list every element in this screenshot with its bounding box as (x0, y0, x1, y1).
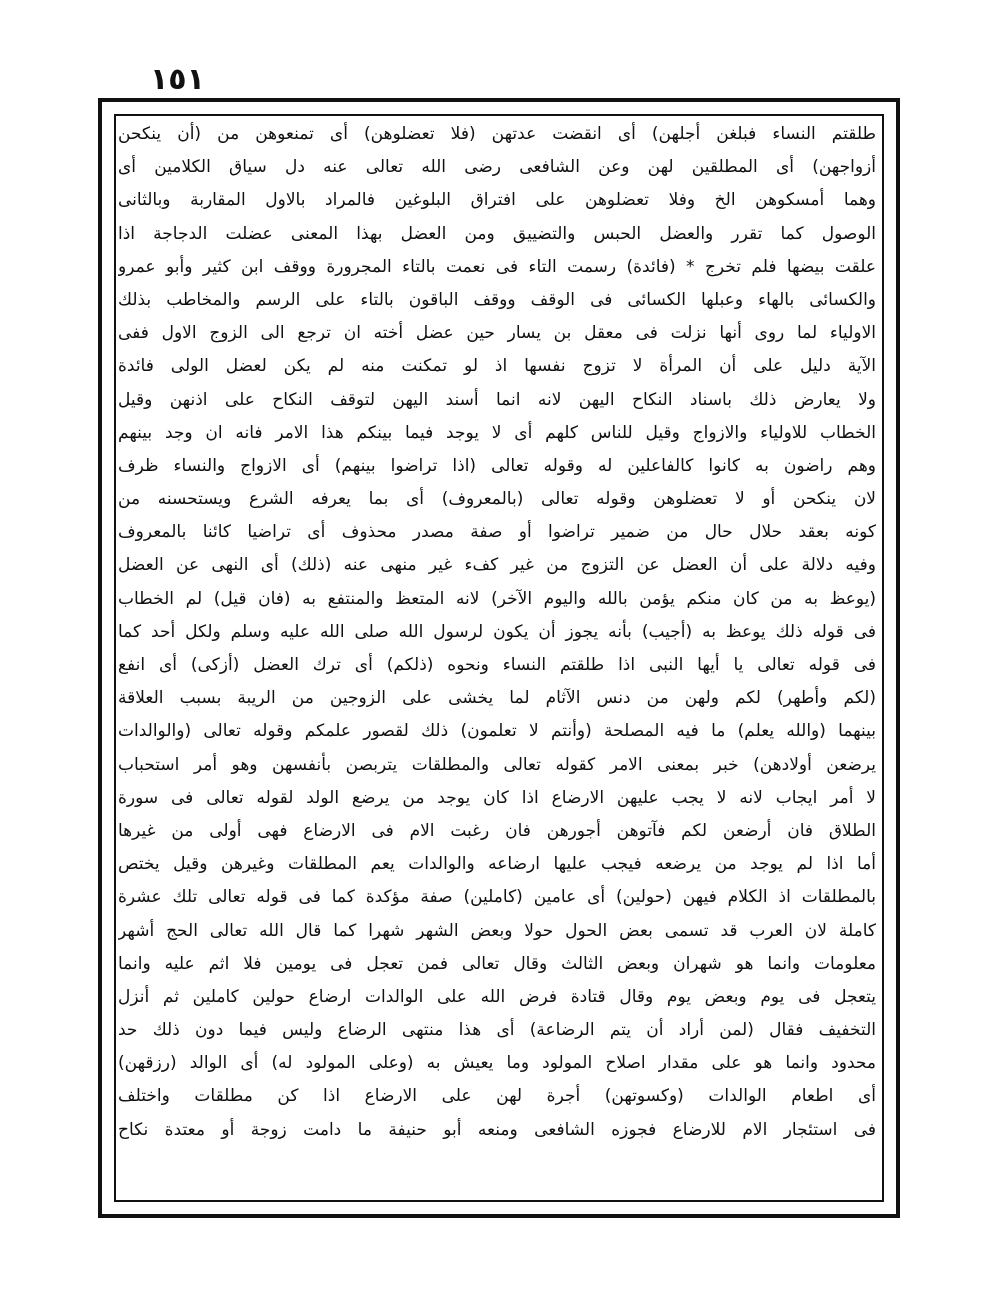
text-line: علقت بيضها فلم تخرج * (فائدة) رسمت التاء فى نعمت بالتاء المجرورة ووقف ابن كثير وأبو عمرو (118, 256, 876, 277)
text-line: وهم راضون به كانوا كالفاعلين له وقوله تعالى (اذا تراضوا بينهم) أى الازواج والنساء ظرف (118, 455, 876, 476)
text-line: أما اذا لم يوجد من يرضعه فيجب عليها ارضاعه والوالدات يعم المطلقات وغيرهن وقيل يختص (118, 854, 876, 875)
text-line: وهما أمسكوهن الخ وفلا تعضلوهن على افتراق البلوغين فالمراد بالاول المقاربة وبالثانى (118, 190, 876, 211)
text-line: لا أمر ايجاب لانه لا يجب عليهن الارضاع اذا كان يوجد من يرضع الولد لقوله تعالى فى سورة (118, 787, 876, 808)
text-line: معلومات وانما هو شهران وبعض الثالث وقال تعالى فمن تعجل فى يومين فلا اثم عليه وانما (118, 953, 876, 974)
text-line: يتعجل فى يوم وبعض يوم وقال قتادة فرض الله على الوالدات ارضاع حولين كاملين ثم أنزل (118, 986, 876, 1007)
text-line: كاملة لان العرب قد تسمى بعض الحول حولا وبعض الشهر شهرا كما قال الله تعالى الحج أشهر (118, 920, 876, 941)
body-text (118, 118, 876, 1198)
text-line: ولا يعارض ذلك باسناد النكاح اليهن لانه انما أسند اليهن لتوقف النكاح على اذنهن وقيل (118, 389, 876, 410)
text-line: التخفيف فقال (لمن أراد أن يتم الرضاعة) أى هذا منتهى الرضاع وليس فيما دون ذلك حد (118, 1020, 876, 1041)
text-line: فى استئجار الام للارضاع فجوزه الشافعى ومنعه أبو حنيفة ما دامت زوجة أو معتدة نكاح (118, 1119, 876, 1140)
text-line: كونه بعقد حلال حال من ضمير تراضوا أو صفة مصدر محذوف أى تراضيا كائنا بالمعروف (118, 522, 876, 543)
page-number: ١٥١ (150, 62, 205, 97)
text-line: الطلاق فان أرضعن لكم فآتوهن أجورهن فان رغبت الام فى الارضاع فهى أولى من غيرها (118, 820, 876, 841)
text-line: طلقتم النساء فبلغن أجلهن) أى انقضت عدتهن (فلا تعضلوهن) أى تمنعوهن من (أن ينكحن (118, 124, 876, 144)
text-line: (يوعظ به من كان منكم يؤمن بالله واليوم الآخر) لانه المتعظ والمنتفع به (فان قيل) لم الخطاب (118, 588, 876, 609)
text-line: محدود وانما هو على مقدار اصلاح المولود وما يعيش به (وعلى المولود له) أى الوالد (رزقهن) (118, 1053, 876, 1074)
text-line: لان ينكحن أو لا تعضلوهن وقوله تعالى (بالمعروف) أى بما يعرفه الشرع ويستحسنه من (118, 489, 876, 510)
text-line: أزواجهن) أى المطلقين لهن وعن الشافعى رضى الله تعالى عنه دل سياق الكلامين أى (118, 157, 876, 178)
text-line: الخطاب للاولياء والازواج وقيل للناس كلهم أى لا يوجد فيما بينكم هذا الامر فانه ان وجد بينهم (118, 422, 876, 443)
text-line: بالمطلقات اذ الكلام فيهن (حولين) أى عامين (كاملين) صفة مؤكدة كما فى قوله تعالى تلك عشرة (118, 887, 876, 908)
text-line: بينهما (والله يعلم) ما فيه المصلحة (وأنتم لا تعلمون) ذلك لقصور علمكم وقوله تعالى (والوالدات (118, 721, 876, 742)
text-line: (لكم وأطهر) لكم ولهن من دنس الآثام لما يخشى على الزوجين من الريبة بسبب العلاقة (118, 688, 876, 709)
text-line: وفيه دلالة على أن العضل عن التزوج من غير كفء غير منهى عنه (ذلك) أى النهى عن العضل (118, 555, 876, 576)
text-line: الوصول كما تقرر والعضل الحبس والتضييق ومن العضل بهذا المعنى عضلت الدجاجة اذا (118, 223, 876, 244)
text-line: والكسائى بالهاء وعبلها الكسائى فى الوقف ووقف الباقون بالتاء على الرسم والمخاطب بذلك (118, 289, 876, 310)
text-line: يرضعن أولادهن) خبر بمعنى الامر كقوله تعالى والمطلقات يتربصن بأنفسهن وهو أمر استحباب (118, 754, 876, 775)
text-line: فى قوله ذلك يوعظ به (أجيب) بأنه يجوز أن يكون لرسول الله صلى الله عليه وسلم ولكل أحد كما (118, 621, 876, 642)
text-line: الاولياء لما روى أنها نزلت فى معقل بن يسار حين عضل أخته ان ترجع الى الزوج الاول ففى (118, 323, 876, 344)
text-line: أى اطعام الوالدات (وكسوتهن) أجرة لهن على الارضاع اذا كن مطلقات واختلف (118, 1086, 876, 1107)
text-line: الآية دليل على أن المرأة لا تزوج نفسها اذ لو تمكنت منه لم يكن لعضل الولى فائدة (118, 356, 876, 377)
text-line: فى قوله تعالى يا أيها النبى اذا طلقتم النساء ونحوه (ذلكم) أى ترك العضل (أزكى) أى انفع (118, 655, 876, 675)
